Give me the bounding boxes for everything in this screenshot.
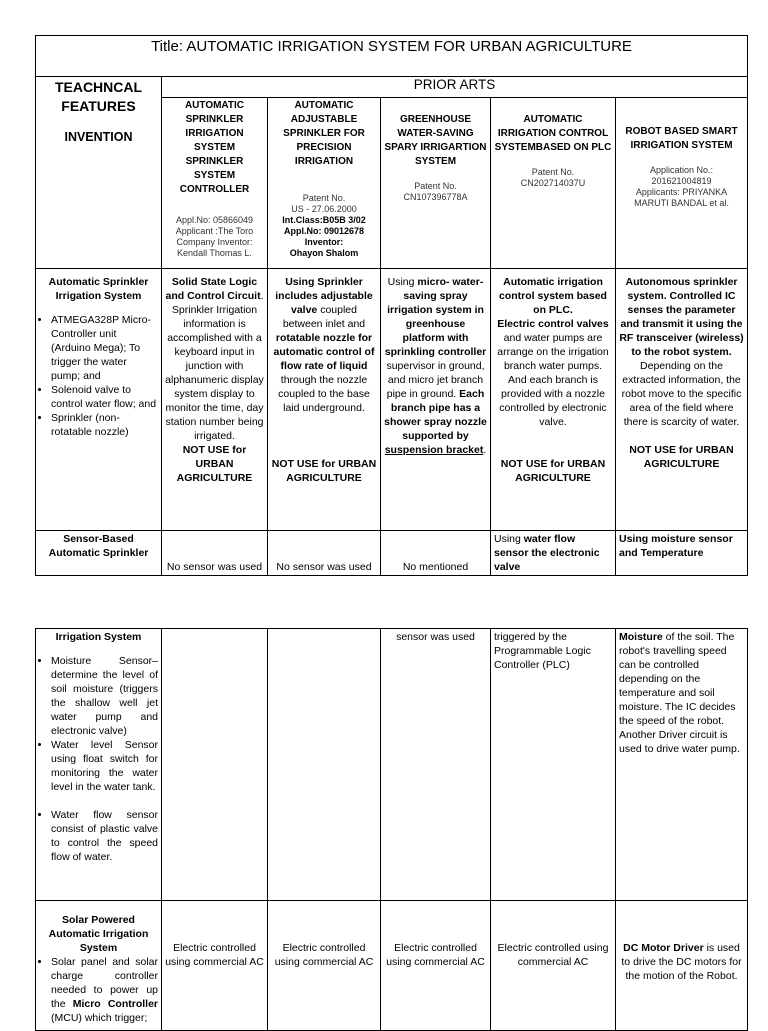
not-use-note: NOT USE for URBAN AGRICULTURE — [176, 444, 253, 484]
prior-art-info: Ohayon Shalom — [289, 248, 359, 258]
desc-text: . — [483, 444, 487, 456]
prior-art-3-power: Electric controlled using commercial AC — [381, 901, 491, 1031]
prior-art-info: Inventor: — [304, 237, 344, 247]
prior-art-name: GREENHOUSE WATER-SAVING SPARY IRRIGARTION SYSTEM — [384, 114, 487, 167]
prior-art-5-power — [616, 901, 748, 1031]
prior-arts-header: PRIOR ARTS — [162, 77, 748, 98]
prior-art-4-sensor — [491, 531, 616, 576]
desc-bold: Solid State Logic and Control Circuit — [165, 276, 261, 302]
desc-text: of the soil. The robot's travelling speed can be controlled depending on the temperature and soil moisture. The IC decides the speed of the robot. Another Driver circuit is used to drive water pump. — [619, 631, 740, 755]
prior-art-info: 201621004819 — [651, 176, 712, 186]
prior-art-2-sensor-cont — [268, 629, 381, 901]
desc-bold: Autonomous sprinkler system. Controlled IC senses the parameter and transmit it using the RF transceiver (wireless) to the robot system. — [619, 276, 744, 358]
desc-bold: Electric control valves — [497, 318, 609, 330]
feature-title: Automatic Sprinkler Irrigation System — [48, 276, 149, 302]
prior-art-5-description — [616, 269, 748, 531]
not-use-note: NOT USE for URBAN AGRICULTURE — [629, 444, 734, 470]
feature-item: • Water level Sensor using float switch for monitoring the water level in the water tank. — [51, 738, 158, 794]
desc-text: Using — [494, 533, 524, 545]
prior-art-1-sensor: No sensor was used — [162, 531, 268, 576]
desc-bold: Micro Controller — [72, 998, 159, 1010]
prior-art-info: Appl.No: 09012678 — [283, 226, 365, 236]
prior-art-name: ROBOT BASED SMART IRRIGATION SYSTEM — [625, 126, 738, 151]
prior-art-info: Application No.: — [649, 165, 714, 175]
feature-item: • Water flow sensor consist of plastic valve to control the speed flow of water. — [51, 808, 158, 864]
desc-text: . Sprinkler Irrigation information is accomplished with a keyboard input in junction with alphanumeric display system display to monitor the time, day station number being irrigated. — [165, 290, 264, 442]
desc-bold: Each branch pipe has a shower spray nozzle supported by — [384, 388, 487, 442]
desc-text: coupled between inlet and — [282, 304, 366, 330]
prior-art-header-5 — [616, 98, 748, 269]
prior-art-1-sensor-cont — [162, 629, 268, 901]
feature-item: • Moisture Sensor– determine the level of soil moisture (triggers the shallow well jet water pump and electronic valve) — [51, 654, 158, 738]
feature-item: • ATMEGA328P Micro-Controller unit (Arduino Mega); To trigger the water pump; and — [51, 313, 158, 383]
prior-art-5-sensor-cont — [616, 629, 748, 901]
prior-art-name: AUTOMATIC ADJUSTABLE SPRINKLER FOR PRECISION IRRIGATION — [283, 100, 365, 167]
invention-label: INVENTION — [64, 130, 133, 144]
desc-text: through the nozzle coupled to the base laid underground. — [278, 374, 370, 414]
desc-text: is used to drive the DC motors for the motion of the Robot. — [621, 942, 742, 982]
desc-bold: Automatic irrigation control system based on PLC. — [499, 276, 607, 316]
desc-text: (MCU) which trigger; — [51, 1012, 148, 1024]
prior-art-3-sensor-cont: sensor was used — [381, 629, 491, 901]
prior-art-2-sensor: No sensor was used — [268, 531, 381, 576]
prior-art-2-power: Electric controlled using commercial AC — [268, 901, 381, 1031]
desc-underline: suspension bracket — [384, 444, 484, 456]
feature-title: Irrigation System — [55, 631, 142, 643]
desc-text: Using — [387, 276, 418, 288]
prior-art-header-2 — [268, 98, 381, 269]
prior-art-info: Patent No. — [531, 167, 575, 177]
desc-text: Depending on the extracted information, the robot move to the specific area of the field where there is scarcity of water. — [621, 360, 742, 428]
prior-art-info: Applicants: PRIYANKA MARUTI BANDAL et al. — [634, 187, 729, 208]
feature-cell-sensor-irrigation — [36, 629, 162, 901]
desc-text: and water pumps are arrange on the irrigation branch water pumps. And each branch is provided with a nozzle controlled by electronic valve. — [497, 332, 609, 428]
feature-item: • Sprinkler (non-rotatable nozzle) — [51, 411, 158, 439]
prior-art-info: US - 27.06.2000 — [291, 204, 357, 214]
prior-art-1-description — [162, 269, 268, 531]
desc-bold: Moisture — [619, 631, 663, 643]
prior-art-3-sensor: No mentioned — [381, 531, 491, 576]
desc-text: supervisor in ground, and micro jet branch pipe in ground. — [386, 360, 485, 400]
prior-art-info: Kendall Thomas L. — [177, 248, 252, 258]
feature-item: • Solenoid valve to control water flow; and — [51, 383, 158, 411]
technical-features-label: TEACHNCAL FEATURES — [54, 79, 143, 114]
document-title: Title: AUTOMATIC IRRIGATION SYSTEM FOR URBAN AGRICULTURE — [36, 36, 748, 77]
desc-bold: rotatable nozzle for automatic control of flow rate of liquid — [273, 332, 375, 372]
desc-bold: micro- water-saving spray irrigation system in greenhouse platform with sprinkling controller — [384, 276, 487, 358]
prior-art-info: Int.Class:B05B 3/02 — [282, 215, 366, 225]
prior-art-1-power: Electric controlled using commercial AC — [162, 901, 268, 1031]
feature-cell-solar-powered — [36, 901, 162, 1031]
prior-art-info: Patent No. — [302, 193, 346, 203]
prior-art-table-page-2 — [35, 628, 748, 1031]
prior-art-header-1 — [162, 98, 268, 269]
desc-bold: water flow sensor the electronic valve — [494, 533, 600, 573]
desc-text: Solar panel and solar charge controller needed to power up the — [51, 956, 158, 1010]
feature-cell-sensor-based: Sensor-Based Automatic Sprinkler — [36, 531, 162, 576]
prior-art-info: Appl.No: 05866049 — [175, 215, 254, 225]
prior-art-4-sensor-cont: triggered by the Programmable Logic Controller (PLC) — [491, 629, 616, 901]
prior-art-name: AUTOMATIC SPRINKLER IRRIGATION SYSTEM SPRINKLER SYSTEM CONTROLLER — [179, 100, 250, 195]
prior-art-info: Applicant :The Toro Company Inventor: — [175, 226, 254, 247]
technical-features-header — [36, 77, 162, 269]
prior-art-info: CN107396778A — [403, 192, 468, 202]
prior-art-name: AUTOMATIC IRRIGATION CONTROL SYSTEMBASED ON PLC — [494, 114, 612, 153]
prior-art-info: CN202714037U — [520, 178, 586, 188]
desc-bold: DC Motor Driver — [623, 942, 704, 954]
prior-art-5-sensor: Using moisture sensor and Temperature — [616, 531, 748, 576]
prior-art-3-description — [381, 269, 491, 531]
feature-cell-automatic-sprinkler — [36, 269, 162, 531]
prior-art-2-description — [268, 269, 381, 531]
prior-art-4-description — [491, 269, 616, 531]
desc-bold: Using Sprinkler includes adjustable valve — [275, 276, 373, 316]
prior-art-info: Patent No. — [414, 181, 457, 191]
prior-art-4-power: Electric controlled using commercial AC — [491, 901, 616, 1031]
prior-art-table-page-1 — [35, 35, 748, 576]
prior-art-header-3 — [381, 98, 491, 269]
feature-item — [51, 955, 158, 1025]
not-use-note: NOT USE for URBAN AGRICULTURE — [271, 458, 377, 484]
feature-title: Solar Powered Automatic Irrigation System — [48, 914, 149, 954]
prior-art-header-4 — [491, 98, 616, 269]
not-use-note: NOT USE for URBAN AGRICULTURE — [500, 458, 606, 484]
